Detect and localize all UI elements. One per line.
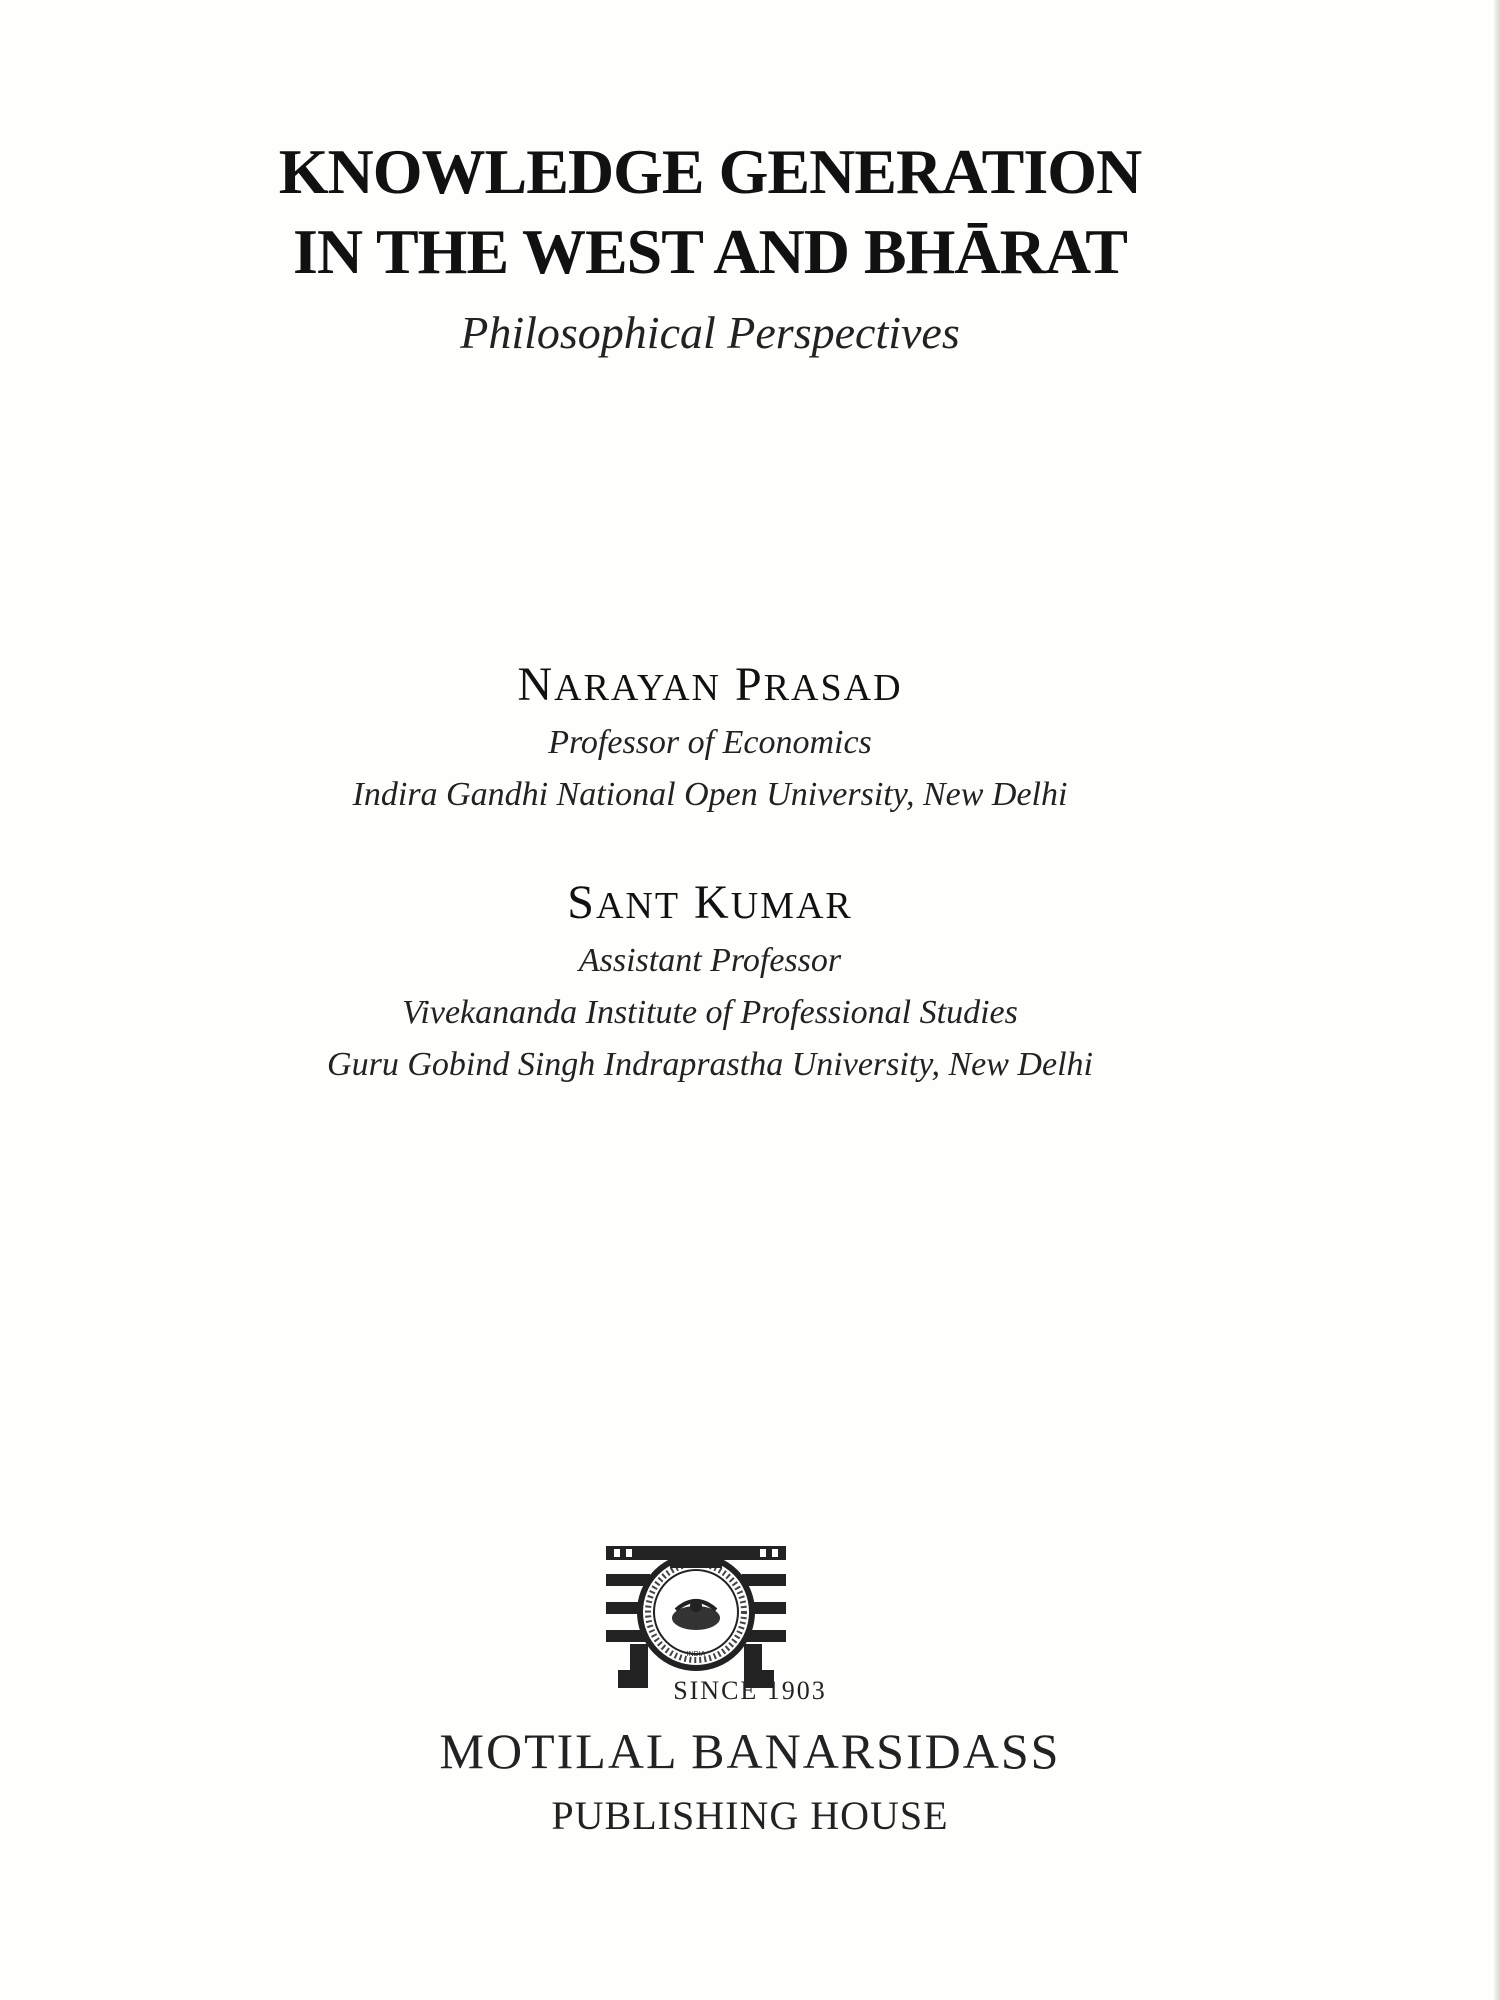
author-name-1 xyxy=(0,656,1420,717)
svg-text:INDIA: INDIA xyxy=(686,1651,706,1658)
author-block-1 xyxy=(0,656,1420,821)
author-name-smallcaps: RASAD xyxy=(763,667,903,709)
author-name-initial: S xyxy=(567,876,596,929)
book-subtitle: Philosophical Perspectives xyxy=(460,307,960,358)
author-name-smallcaps: ANT xyxy=(595,885,681,927)
publisher-subname: PUBLISHING HOUSE xyxy=(551,1793,949,1838)
since-year: SINCE 1903 xyxy=(673,1676,827,1705)
author-affiliation: Vivekananda Institute of Professional Studies xyxy=(402,994,1018,1031)
author-name-initial: P xyxy=(735,658,764,711)
author-block-2 xyxy=(0,874,1420,1091)
publisher-name: MOTILAL BANARSIDASS xyxy=(439,1723,1061,1779)
author-name-2 xyxy=(0,874,1420,935)
author-affiliation: Indira Gandhi National Open University, New Delhi xyxy=(352,776,1068,813)
author-name-smallcaps: ARAYAN xyxy=(554,667,721,709)
author-affiliation: Guru Gobind Singh Indraprastha University, New Delhi xyxy=(327,1046,1093,1083)
title-line-1: KNOWLEDGE GENERATION xyxy=(278,136,1142,207)
author-name-initial: K xyxy=(694,876,731,929)
author-affiliation: Professor of Economics xyxy=(548,724,872,761)
book-title xyxy=(0,132,1420,292)
author-name-initial: N xyxy=(517,658,555,711)
author-affiliation: Assistant Professor xyxy=(578,942,842,979)
author-name-smallcaps: UMAR xyxy=(730,885,853,927)
title-line-2: IN THE WEST AND BHĀRAT xyxy=(293,216,1127,287)
publisher-emblem-icon xyxy=(600,1540,792,1690)
